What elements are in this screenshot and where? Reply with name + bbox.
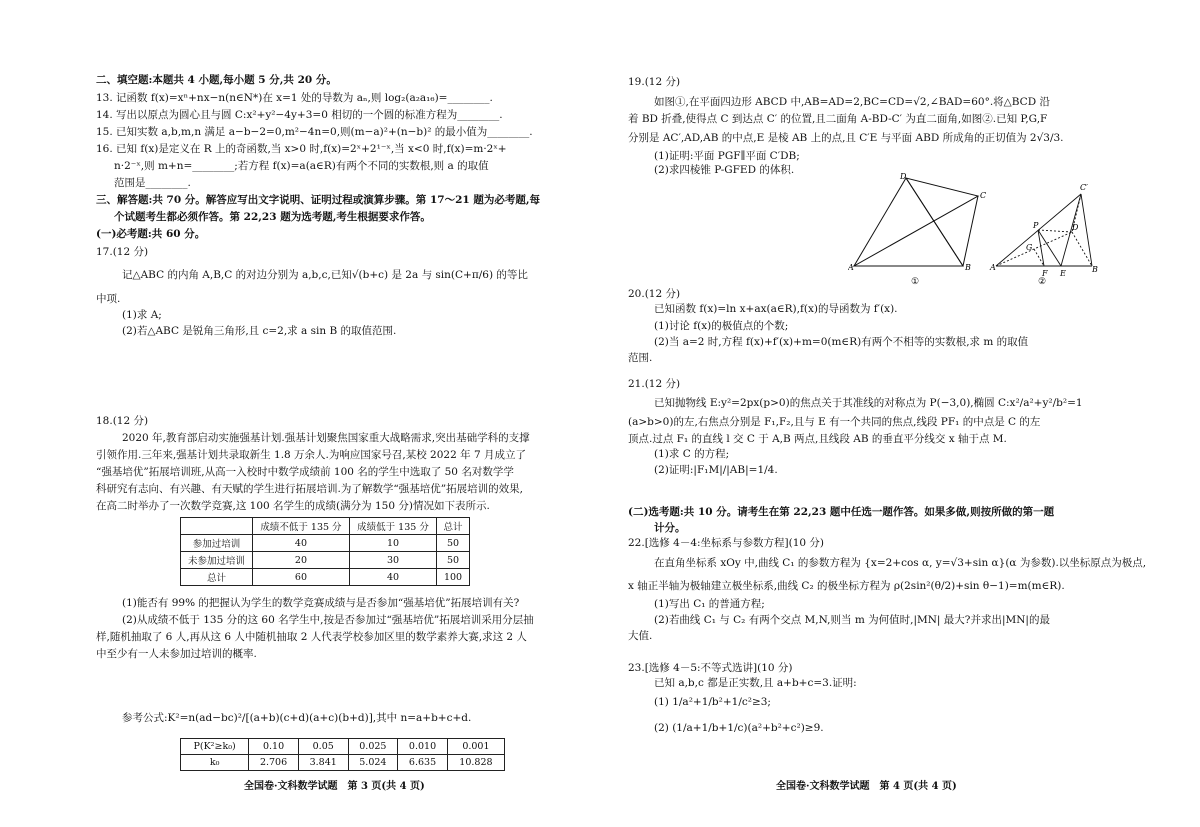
required-section: (一)必考题:共 60 分。 — [96, 228, 206, 240]
table-cell: 参加过培训 — [181, 535, 253, 552]
q20-part2-line1: (2)当 a=2 时,方程 f(x)+f′(x)+m=0(m∈R)有两个不相等的实数根,求 m 的取值 — [654, 336, 1029, 348]
table-header-row — [181, 518, 470, 535]
q18-line3: “强基培优”拓展培训班,从高一入校时中数学成绩前 100 名的学生中选取了 50 名对数学学 — [96, 466, 514, 478]
geometry-figures — [848, 170, 1098, 290]
svg-text:B: B — [1092, 265, 1098, 274]
table-cell: 100 — [437, 569, 470, 586]
q17-part1: (1)求 A; — [122, 309, 162, 321]
table-cell: 0.001 — [447, 739, 504, 755]
svg-text:C: C — [980, 191, 987, 200]
q20-part1: (1)讨论 f(x)的极值点的个数; — [654, 320, 789, 332]
q22-part2-line1: (2)若曲线 C₁ 与 C₂ 有两个交点 M,N,则当 m 为何值时,|MN| 最大?并求出|MN|的最 — [654, 614, 1050, 626]
figure-2-label: ② — [1038, 277, 1047, 287]
table-cell: 0.010 — [398, 739, 448, 755]
q17-part2: (2)若△ABC 是锐角三角形,且 c=2,求 a sin B 的取值范围. — [122, 325, 397, 337]
q23-head: 23.[选修 4－5:不等式选讲](10 分) — [628, 662, 793, 674]
optional-section-line2: 计分。 — [654, 522, 686, 534]
q18-part2-line2: 样,随机抽取了 6 人,再从这 6 人中随机抽取 2 人代表学校参加区里的数学素养大赛,求这 2 人 — [96, 631, 527, 643]
page-footer-right: 全国卷·文科数学试题 第 4 页(共 4 页) — [776, 781, 957, 792]
q19-line3: 分别是 AC′,AD,AB 的中点,E 是棱 AB 上的点,且 C′E 与平面 ABD 所成角的正切值为 2√3/3. — [628, 132, 1064, 144]
section2-title: 二、填空题:本题共 4 小题,每小题 5 分,共 20 分。 — [96, 74, 337, 86]
contingency-table — [180, 517, 470, 586]
q21-line3: 顶点.过点 F₁ 的直线 l 交 C 于 A,B 两点,且线段 AB 的垂直平分线交 x 轴于点 M. — [628, 433, 1007, 445]
table-row — [181, 739, 505, 755]
table-cell: 3.841 — [298, 755, 348, 771]
table-cell: 成绩低于 135 分 — [349, 518, 436, 535]
q23-line1: 已知 a,b,c 都是正实数,且 a+b+c=3.证明: — [654, 677, 857, 689]
q23-part2: (2) (1/a+1/b+1/c)(a²+b²+c²)≥9. — [654, 722, 824, 734]
table-cell: 60 — [253, 569, 350, 586]
q17-line1: 记△ABC 的内角 A,B,C 的对边分别为 a,b,c,已知√(b+c) 是 2a 与 sin(C+π/6) 的等比 — [122, 269, 528, 281]
figure-1-label: ① — [911, 277, 920, 287]
table-cell: 20 — [253, 552, 350, 569]
q20-head: 20.(12 分) — [628, 288, 681, 300]
q18-part2-line1: (2)从成绩不低于 135 分的这 60 名学生中,按是否参加过“强基培优”拓展培训采用分层抽 — [122, 614, 534, 626]
q16-line2: n·2⁻ˣ,则 m+n=________;若方程 f(x)=a(a∈R)有两个不同的实数根,则 a 的取值 — [114, 160, 489, 172]
table-cell: 0.10 — [249, 739, 299, 755]
q15: 15. 已知实数 a,b,m,n 满足 a−b−2=0,m²−4n=0,则(m−a)²+(n−b)² 的最小值为________. — [96, 126, 533, 138]
q22-head: 22.[选修 4－4:坐标系与参数方程](10 分) — [628, 537, 825, 549]
q20-line1: 已知函数 f(x)=ln x+ax(a∈R),f(x)的导函数为 f′(x). — [654, 303, 898, 315]
table-cell: 成绩不低于 135 分 — [253, 518, 350, 535]
table-cell: 6.635 — [398, 755, 448, 771]
q18-head: 18.(12 分) — [96, 415, 149, 427]
table-cell: 2.706 — [249, 755, 299, 771]
section3-line1: 三、解答题:共 70 分。解答应写出文字说明、证明过程或演算步骤。第 17～21 题为必考题,每 — [96, 194, 540, 206]
q22-line1: 在直角坐标系 xOy 中,曲线 C₁ 的参数方程为 {x=2+cos α, y=√3+sin α}(α 为参数).以坐标原点为极点, — [654, 557, 1147, 569]
q23-part1: (1) 1/a²+1/b²+1/c²≥3; — [654, 696, 771, 708]
page-footer-left: 全国卷·文科数学试题 第 3 页(共 4 页) — [244, 781, 425, 792]
q14: 14. 写出以原点为圆心且与圆 C:x²+y²−4y+3=0 相切的一个圆的标准方程为________. — [96, 109, 503, 121]
table-cell: 10.828 — [447, 755, 504, 771]
q21-part2: (2)证明:|F₁M|/|AB|=1/4. — [654, 464, 778, 476]
table-cell: 总计 — [437, 518, 470, 535]
q21-part1: (1)求 C 的方程; — [654, 448, 730, 460]
q21-line1: 已知抛物线 E:y²=2px(p>0)的焦点关于其准线的对称点为 P(−3,0),椭圆 C:x²/a²+y²/b²=1 — [654, 397, 1083, 409]
svg-text:D: D — [1072, 223, 1079, 232]
svg-text:D: D — [900, 172, 907, 181]
q21-head: 21.(12 分) — [628, 378, 681, 390]
table-row — [181, 569, 470, 586]
svg-text:A: A — [848, 263, 854, 272]
q18-part2-line3: 中至少有一人未参加过培训的概率. — [96, 648, 257, 660]
table-cell: 40 — [253, 535, 350, 552]
table-row — [181, 552, 470, 569]
q19-line2: 着 BD 折叠,使得点 C 到达点 C′ 的位置,且二面角 A-BD-C′ 为直二面角,如图②.已知 P,G,F — [628, 113, 1048, 125]
svg-text:P: P — [1033, 221, 1039, 230]
table-cell: 40 — [349, 569, 436, 586]
table-cell: 50 — [437, 535, 470, 552]
svg-text:A: A — [990, 263, 996, 272]
q19-head: 19.(12 分) — [628, 76, 681, 88]
svg-text:F: F — [1042, 269, 1048, 278]
q16-line1: 16. 已知 f(x)是定义在 R 上的奇函数,当 x>0 时,f(x)=2ˣ+2¹⁻ˣ,当 x<0 时,f(x)=m·2ˣ+ — [96, 143, 507, 155]
table-cell — [181, 518, 253, 535]
q21-line2: (a>b>0)的左,右焦点分别是 F₁,F₂,且与 E 有一个共同的焦点,线段 PF₁ 的中点是 C 的左 — [628, 416, 1041, 428]
q22-line2: x 轴正半轴为极轴建立极坐标系,曲线 C₂ 的极坐标方程为 ρ(2sin²(θ/2)+sin θ−1)=m(m∈R). — [628, 580, 1065, 592]
table-cell: 0.025 — [348, 739, 398, 755]
q17-line2: 中项. — [96, 293, 121, 305]
figure-1 — [854, 178, 978, 266]
q19-line1: 如图①,在平面四边形 ABCD 中,AB=AD=2,BC=CD=√2,∠BAD=60°.将△BCD 沿 — [654, 96, 1050, 108]
table-cell: 总计 — [181, 569, 253, 586]
q22-part2-line2: 大值. — [628, 630, 653, 642]
table-cell: 10 — [349, 535, 436, 552]
svg-text:C′: C′ — [1080, 183, 1088, 192]
table-cell: 未参加过培训 — [181, 552, 253, 569]
table-cell: k₀ — [181, 755, 249, 771]
table-cell: 50 — [437, 552, 470, 569]
q18-line4: 科研究有志向、有兴趣、有天赋的学生进行拓展培训.为了解数学“强基培优”拓展培训的效果, — [96, 483, 523, 495]
q17-head: 17.(12 分) — [96, 246, 149, 258]
svg-text:B: B — [965, 263, 971, 272]
q20-part2-line2: 范围. — [628, 352, 653, 364]
q18-line5: 在高二时举办了一次数学竞赛,这 100 名学生的成绩(满分为 150 分)情况如下表所示. — [96, 500, 490, 512]
table-row — [181, 755, 505, 771]
q18-line2: 引领作用.三年来,强基计划共录取新生 1.8 万余人.为响应国家号召,某校 2022 年 7 月成立了 — [96, 449, 526, 461]
q19-part2: (2)求四棱锥 P-GFED 的体积. — [654, 164, 795, 176]
svg-text:E: E — [1060, 269, 1066, 278]
q18-part1: (1)能否有 99% 的把握认为学生的数学竞赛成绩与是否参加“强基培优”拓展培训有关? — [122, 597, 520, 609]
critical-value-table — [180, 738, 505, 771]
table-cell: 30 — [349, 552, 436, 569]
q22-part1: (1)写出 C₁ 的普通方程; — [654, 598, 765, 610]
table-row — [181, 535, 470, 552]
svg-text:G: G — [1026, 243, 1033, 252]
q18-line1: 2020 年,教育部启动实施强基计划.强基计划聚焦国家重大战略需求,突出基础学科的支撑 — [122, 432, 530, 444]
table-cell: 5.024 — [348, 755, 398, 771]
table-cell: 0.05 — [298, 739, 348, 755]
q19-part1: (1)证明:平面 PGF∥平面 C′DB; — [654, 150, 800, 162]
section3-line2: 个试题考生都必须作答。第 22,23 题为选考题,考生根据要求作答。 — [114, 211, 431, 223]
q13: 13. 记函数 f(x)=xⁿ+nx−n(n∈N*)在 x=1 处的导数为 aₙ,则 log₂(a₂a₁₆)=________. — [96, 92, 493, 104]
table-cell: P(K²≥k₀) — [181, 739, 249, 755]
reference-formula: 参考公式:K²=n(ad−bc)²/[(a+b)(c+d)(a+c)(b+d)],其中 n=a+b+c+d. — [122, 712, 472, 724]
optional-section-line1: (二)选考题:共 10 分。请考生在第 22,23 题中任选一题作答。如果多做,则按所做的第一题 — [628, 506, 1055, 518]
q16-line3: 范围是________. — [114, 177, 191, 189]
